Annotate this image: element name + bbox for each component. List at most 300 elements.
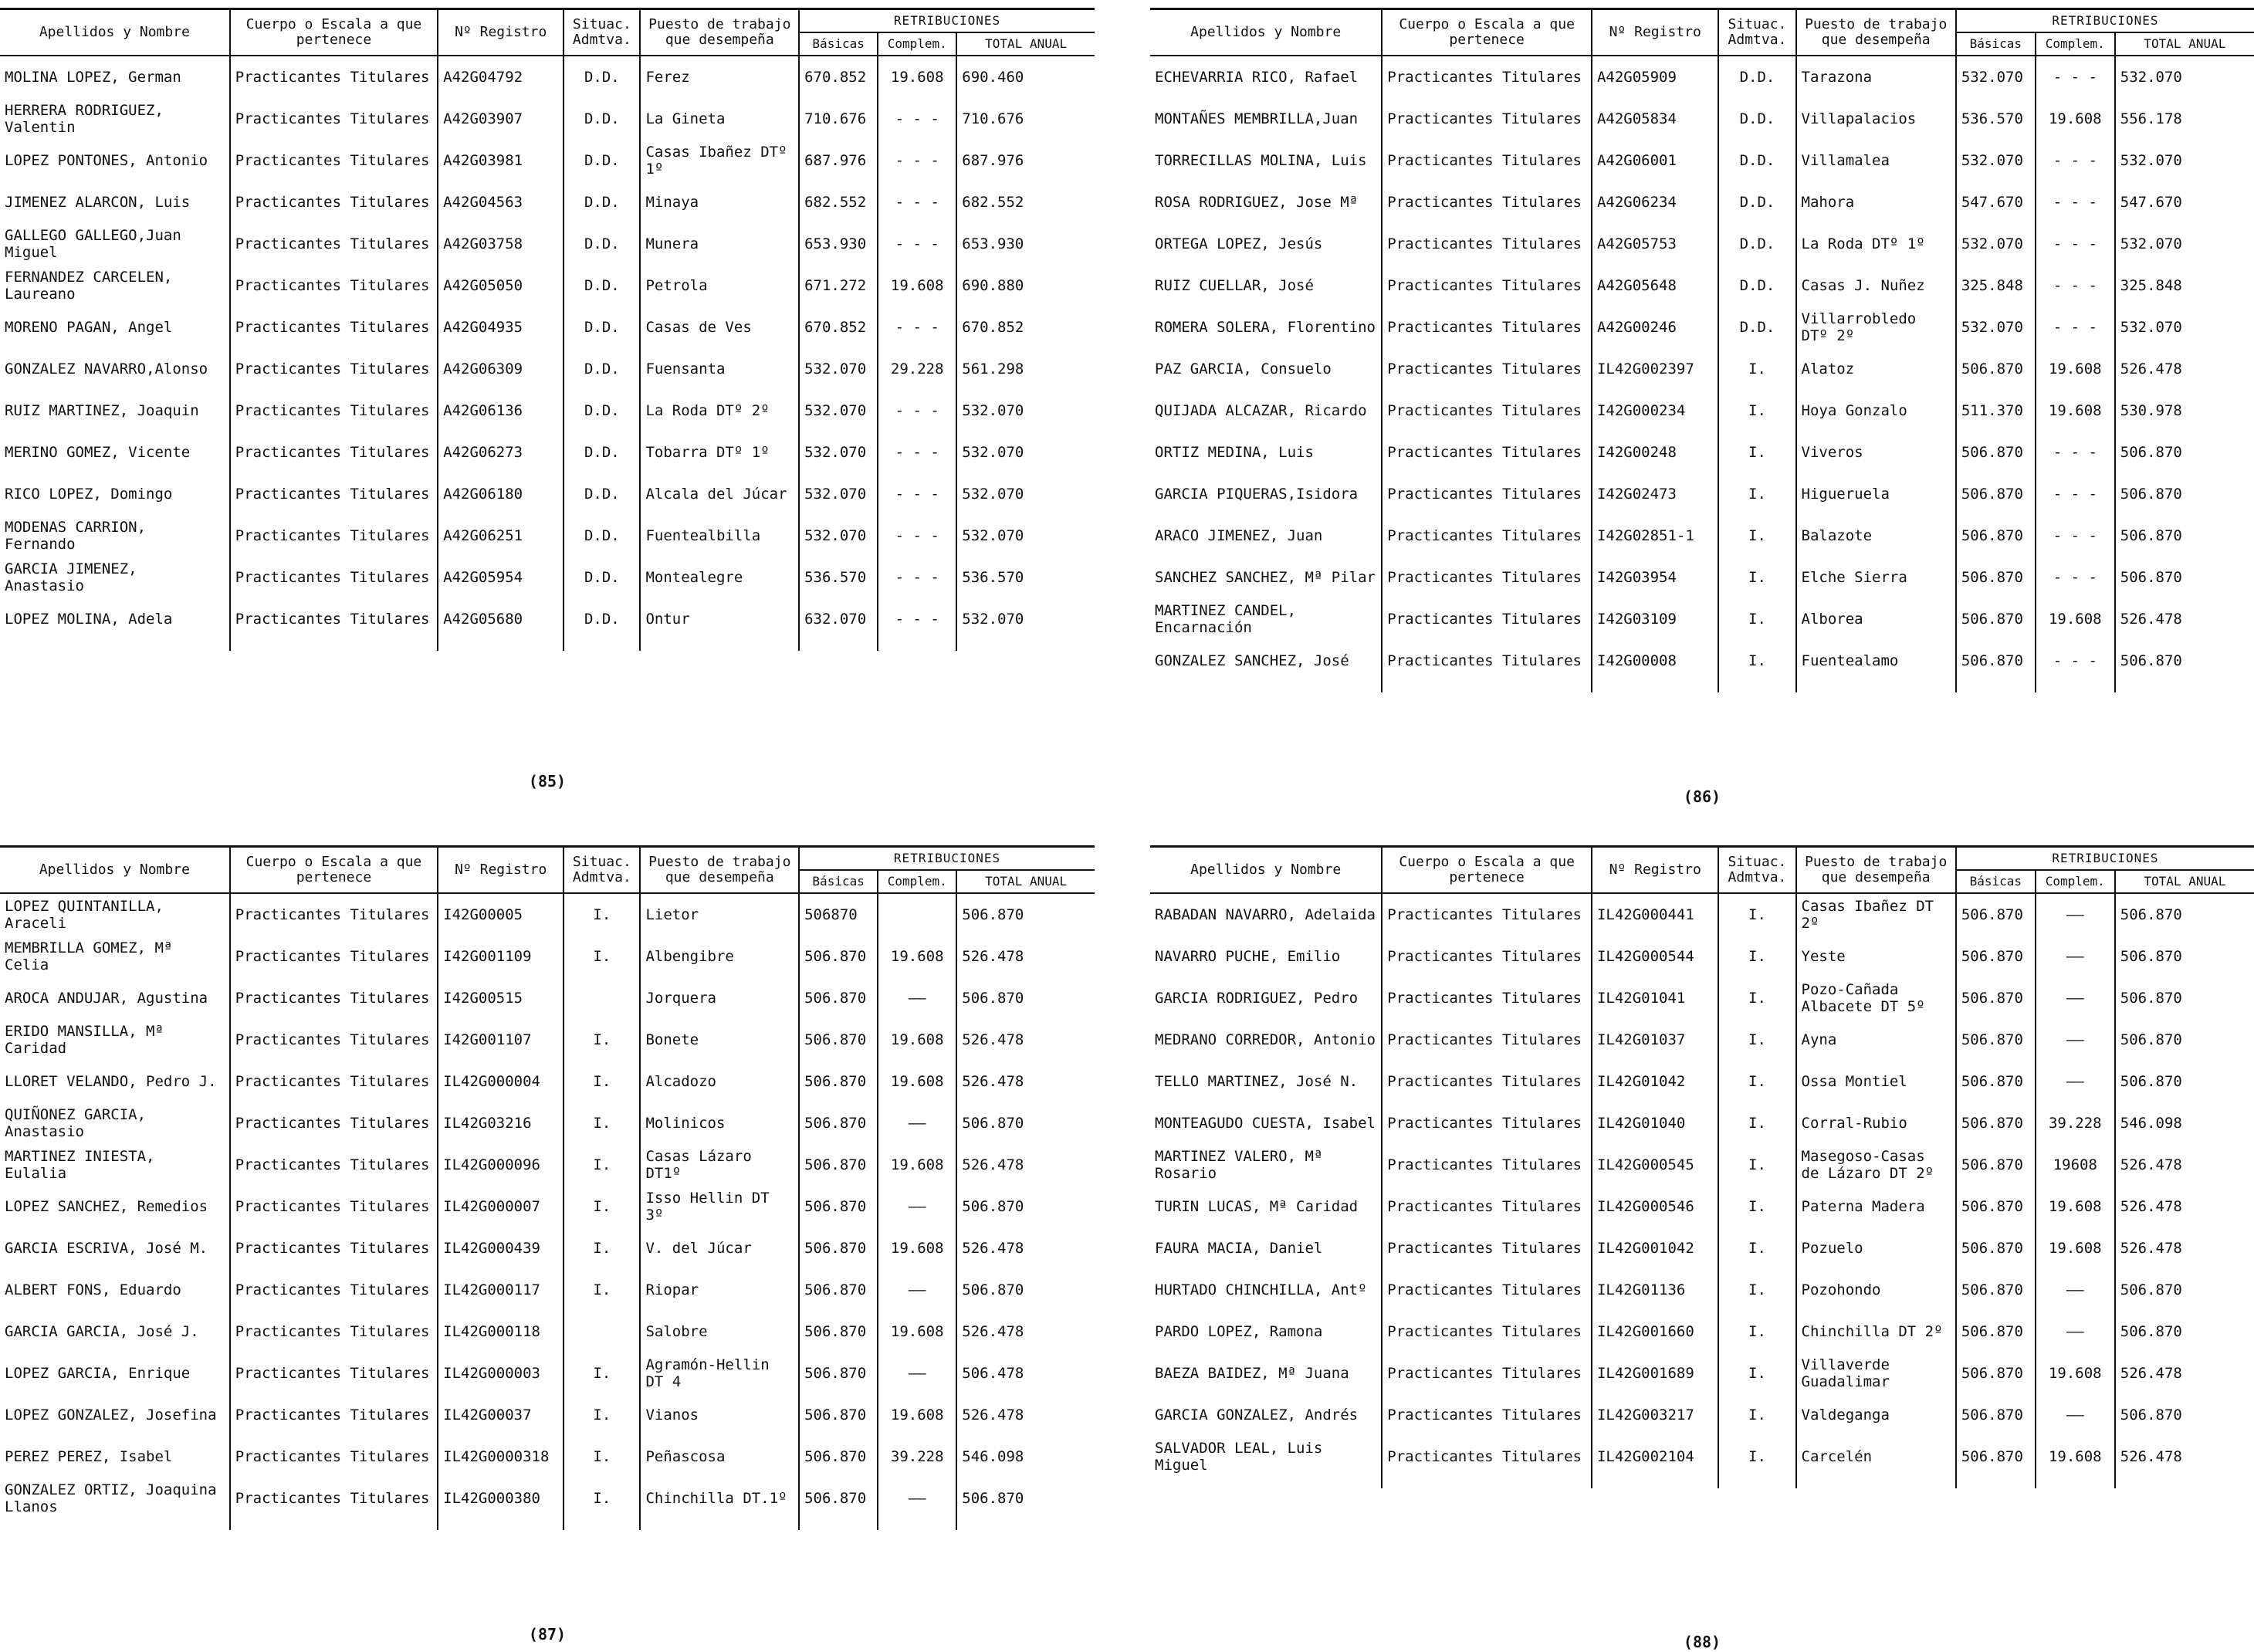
cell-puesto: Mahora [1796,181,1956,223]
cell-registro: IL42G000117 [438,1269,564,1311]
header-total: TOTAL ANUAL [2115,32,2254,56]
cell-cuerpo: Practicantes Titulares [1382,515,1592,557]
cell-name: SANCHEZ SANCHEZ, Mª Pilar [1155,569,1376,586]
cell-puesto: Balazote [1796,515,1956,557]
cell-cuerpo: Practicantes Titulares [1382,1394,1592,1436]
header-situacion: Situac. Admtva. [1718,847,1795,894]
table-row [1150,1394,2254,1436]
cell-puesto: Corral-Rubio [1796,1102,1956,1144]
page-number: (86) [1683,787,1721,806]
cell-complem: —— [2036,1019,2115,1061]
cell-name: GARCIA RODRIGUEZ, Pedro [1155,990,1359,1007]
cell-registro: A42G03981 [438,140,564,181]
cell-registro: IL42G000004 [438,1061,564,1102]
cell-name: LOPEZ QUINTANILLA, Araceli [5,898,164,932]
cell-cuerpo: Practicantes Titulares [230,1478,438,1530]
cell-registro: IL42G01037 [1592,1019,1718,1061]
table-row [1150,1269,2254,1311]
cell-total: 506.870 [2115,640,2254,692]
cell-basicas: 653.930 [799,223,878,265]
cell-basicas: 506.870 [1956,1019,2036,1061]
cell-name: MEDRANO CORREDOR, Antonio [1155,1031,1376,1048]
cell-puesto: Ayna [1796,1019,1956,1061]
header-cuerpo: Cuerpo o Escala a que pertenece [230,847,438,894]
cell-situacion: D.D. [564,181,640,223]
cell-registro: IL42G002397 [1592,348,1718,390]
cell-registro: A42G06136 [438,390,564,432]
cell-name: FERNANDEZ CARCELEN, Laureano [5,269,173,303]
cell-complem: —— [878,1269,956,1311]
cell-total: 690.460 [956,56,1095,98]
cell-basicas: 536.570 [799,557,878,598]
cell-puesto: V. del Júcar [640,1227,799,1269]
table-row [1150,1144,2254,1186]
cell-registro: IL42G000545 [1592,1144,1718,1186]
cell-cuerpo: Practicantes Titulares [230,977,438,1019]
cell-cuerpo: Practicantes Titulares [1382,1227,1592,1269]
cell-name: PEREZ PEREZ, Isabel [5,1448,173,1465]
cell-basicas: 682.552 [799,181,878,223]
table-row [0,306,1095,348]
cell-puesto: Paterna Madera [1796,1186,1956,1227]
header-registro: Nº Registro [438,847,564,894]
cell-puesto: Hoya Gonzalo [1796,390,1956,432]
header-retribuciones: RETRIBUCIONES [1956,847,2254,871]
cell-name: HURTADO CHINCHILLA, Antº [1155,1281,1367,1298]
cell-basicas: 506.870 [1956,473,2036,515]
cell-situacion: I. [564,1144,640,1186]
cell-total: 532.070 [2115,140,2254,181]
cell-cuerpo: Practicantes Titulares [230,1227,438,1269]
cell-basicas: 710.676 [799,98,878,140]
payroll-page-87 [0,845,1095,1648]
cell-basicas: 506.870 [799,1311,878,1352]
cell-complem: - - - [878,473,956,515]
cell-total: 506.870 [2115,977,2254,1019]
cell-name: GARCIA ESCRIVA, José M. [5,1240,208,1257]
cell-puesto: Chinchilla DT 2º [1796,1311,1956,1352]
cell-basicas: 532.070 [1956,223,2036,265]
table-row [0,348,1095,390]
cell-complem: - - - [2036,140,2115,181]
cell-total: 506.870 [2115,1394,2254,1436]
cell-name: GONZALEZ ORTIZ, Joaquina Llanos [5,1481,217,1515]
cell-registro: I42G03109 [1592,598,1718,640]
cell-registro: IL42G01040 [1592,1102,1718,1144]
cell-total: 526.478 [2115,348,2254,390]
cell-puesto: Molinicos [640,1102,799,1144]
cell-registro: IL42G000441 [1592,893,1718,936]
cell-complem: —— [2036,1061,2115,1102]
cell-total: 532.070 [956,515,1095,557]
cell-name: MEMBRILLA GOMEZ, Mª Celia [5,939,173,973]
cell-cuerpo: Practicantes Titulares [230,473,438,515]
cell-total: 526.478 [2115,1436,2254,1488]
cell-basicas: 632.070 [799,598,878,651]
cell-cuerpo: Practicantes Titulares [230,1144,438,1186]
cell-total: 532.070 [956,390,1095,432]
cell-situacion: D.D. [564,98,640,140]
cell-basicas: 532.070 [1956,306,2036,348]
cell-situacion: I. [564,1394,640,1436]
cell-puesto: Alborea [1796,598,1956,640]
cell-complem: - - - [2036,557,2115,598]
cell-total: 682.552 [956,181,1095,223]
cell-total: 506.870 [956,1186,1095,1227]
cell-cuerpo: Practicantes Titulares [1382,1352,1592,1394]
cell-total: 690.880 [956,265,1095,306]
cell-puesto: Jorquera [640,977,799,1019]
cell-registro: IL42G000096 [438,1144,564,1186]
table-row [1150,936,2254,977]
table-row [1150,1311,2254,1352]
cell-complem: - - - [878,306,956,348]
table-row [1150,140,2254,181]
cell-basicas: 532.070 [799,348,878,390]
cell-basicas: 506.870 [799,1061,878,1102]
header-name: Apellidos y Nombre [1150,9,1382,56]
cell-basicas: 532.070 [799,390,878,432]
cell-total: 546.098 [2115,1102,2254,1144]
cell-puesto: Tarazona [1796,56,1956,98]
header-complem: Complem. [878,870,956,893]
table-row [1150,390,2254,432]
cell-puesto: Casas Ibañez DTº 1º [640,140,799,181]
header-retribuciones: RETRIBUCIONES [799,9,1095,33]
cell-cuerpo: Practicantes Titulares [230,140,438,181]
cell-situacion [564,1311,640,1352]
cell-name: JIMENEZ ALARCON, Luis [5,194,191,211]
cell-total: 532.070 [2115,306,2254,348]
cell-total: 526.478 [956,1144,1095,1186]
cell-name: MOLINA LOPEZ, German [5,69,181,86]
cell-cuerpo: Practicantes Titulares [1382,640,1592,692]
cell-total: 506.870 [956,1478,1095,1530]
cell-situacion: I. [1718,1269,1795,1311]
cell-total: 526.478 [2115,1227,2254,1269]
cell-total: 532.070 [2115,56,2254,98]
cell-complem: —— [2036,936,2115,977]
table-row [0,893,1095,936]
cell-total: 532.070 [2115,223,2254,265]
cell-complem: —— [2036,1269,2115,1311]
cell-complem: 19.608 [878,265,956,306]
table-row [1150,1186,2254,1227]
cell-registro: A42G03758 [438,223,564,265]
table-row [1150,181,2254,223]
cell-basicas: 671.272 [799,265,878,306]
cell-situacion: D.D. [564,390,640,432]
table-row [1150,473,2254,515]
cell-complem: 19.608 [2036,348,2115,390]
cell-complem: - - - [2036,306,2115,348]
payroll-table [1150,8,2254,692]
cell-complem: - - - [878,390,956,432]
cell-complem: 19.608 [2036,1352,2115,1394]
cell-registro: A42G06180 [438,473,564,515]
cell-cuerpo: Practicantes Titulares [230,936,438,977]
cell-complem [878,893,956,936]
cell-registro: A42G06273 [438,432,564,473]
cell-situacion: I. [1718,1061,1795,1102]
cell-complem: 29.228 [878,348,956,390]
table-row [0,977,1095,1019]
cell-situacion: D.D. [564,557,640,598]
cell-situacion: I. [564,1352,640,1394]
cell-cuerpo: Practicantes Titulares [230,265,438,306]
table-row [0,1436,1095,1478]
cell-registro: IL42G000003 [438,1352,564,1394]
cell-complem: 19.608 [878,1394,956,1436]
cell-puesto: Vianos [640,1394,799,1436]
cell-situacion: I. [564,1102,640,1144]
payroll-page-86 [1150,8,2254,806]
cell-registro: A42G04792 [438,56,564,98]
cell-cuerpo: Practicantes Titulares [1382,140,1592,181]
cell-complem: 19608 [2036,1144,2115,1186]
cell-total: 506.870 [956,893,1095,936]
cell-name: PARDO LOPEZ, Ramona [1155,1323,1323,1340]
cell-puesto: Fuentealbilla [640,515,799,557]
cell-basicas: 547.670 [1956,181,2036,223]
cell-cuerpo: Practicantes Titulares [230,390,438,432]
payroll-table [0,845,1095,1530]
header-cuerpo: Cuerpo o Escala a que pertenece [1382,9,1592,56]
cell-name: PAZ GARCIA, Consuelo [1155,361,1332,377]
cell-total: 506.870 [2115,1019,2254,1061]
cell-basicas: 506.870 [1956,1436,2036,1488]
header-complem: Complem. [2036,870,2115,893]
cell-registro: A42G05834 [1592,98,1718,140]
cell-complem: 19.608 [2036,390,2115,432]
table-row [1150,1102,2254,1144]
cell-name: GONZALEZ SANCHEZ, José [1155,652,1349,669]
cell-registro: IL42G001660 [1592,1311,1718,1352]
cell-cuerpo: Practicantes Titulares [230,893,438,936]
cell-total: 506.870 [956,1102,1095,1144]
cell-complem: - - - [2036,432,2115,473]
cell-basicas: 506.870 [799,1227,878,1269]
cell-total: 506.870 [2115,1269,2254,1311]
cell-registro: IL42G01041 [1592,977,1718,1019]
cell-cuerpo: Practicantes Titulares [1382,348,1592,390]
cell-basicas: 506.870 [799,1019,878,1061]
cell-situacion: D.D. [564,223,640,265]
cell-registro: IL42G01136 [1592,1269,1718,1311]
table-row [0,598,1095,651]
cell-complem: - - - [878,598,956,651]
cell-cuerpo: Practicantes Titulares [230,1394,438,1436]
cell-basicas: 670.852 [799,306,878,348]
cell-registro: I42G00008 [1592,640,1718,692]
cell-complem: —— [2036,1311,2115,1352]
cell-total: 670.852 [956,306,1095,348]
table-row [1150,1019,2254,1061]
cell-situacion: D.D. [1718,223,1795,265]
cell-basicas: 506.870 [1956,1102,2036,1144]
cell-puesto: Carcelén [1796,1436,1956,1488]
cell-basicas: 506.870 [799,1478,878,1530]
cell-situacion: D.D. [564,432,640,473]
cell-name: LOPEZ SANCHEZ, Remedios [5,1198,208,1215]
cell-registro: A42G05954 [438,557,564,598]
cell-complem: —— [878,1186,956,1227]
cell-basicas: 506.870 [1956,515,2036,557]
header-name: Apellidos y Nombre [1150,847,1382,894]
cell-puesto: Montealegre [640,557,799,598]
cell-basicas: 506.870 [1956,1186,2036,1227]
header-cuerpo: Cuerpo o Escala a que pertenece [1382,847,1592,894]
cell-registro: I42G000234 [1592,390,1718,432]
cell-total: 506.870 [956,1269,1095,1311]
cell-basicas: 506.870 [1956,557,2036,598]
cell-complem: —— [878,1478,956,1530]
cell-total: 526.478 [2115,598,2254,640]
table-row [0,1144,1095,1186]
cell-puesto: Pozuelo [1796,1227,1956,1269]
cell-complem: —— [2036,1394,2115,1436]
cell-puesto: Petrola [640,265,799,306]
cell-total: 556.178 [2115,98,2254,140]
table-row [0,390,1095,432]
cell-cuerpo: Practicantes Titulares [230,557,438,598]
header-total: TOTAL ANUAL [956,32,1095,56]
cell-registro: A42G03907 [438,98,564,140]
cell-puesto: Minaya [640,181,799,223]
table-row [0,936,1095,977]
header-registro: Nº Registro [1592,9,1718,56]
cell-basicas: 536.570 [1956,98,2036,140]
cell-total: 526.478 [956,1227,1095,1269]
cell-situacion: D.D. [1718,265,1795,306]
cell-complem: - - - [2036,223,2115,265]
cell-registro: I42G00248 [1592,432,1718,473]
cell-puesto: Lietor [640,893,799,936]
cell-total: 561.298 [956,348,1095,390]
cell-cuerpo: Practicantes Titulares [230,1019,438,1061]
cell-total: 325.848 [2115,265,2254,306]
header-registro: Nº Registro [1592,847,1718,894]
cell-situacion: I. [564,1478,640,1530]
cell-total: 506.870 [2115,515,2254,557]
cell-puesto: Tobarra DTº 1º [640,432,799,473]
cell-puesto: Ossa Montiel [1796,1061,1956,1102]
cell-total: 526.478 [2115,1186,2254,1227]
cell-name: TELLO MARTINEZ, José N. [1155,1073,1359,1090]
cell-total: 536.570 [956,557,1095,598]
cell-situacion: D.D. [564,265,640,306]
cell-name: MONTEAGUDO CUESTA, Isabel [1155,1115,1376,1132]
cell-name: GARCIA GONZALEZ, Andrés [1155,1407,1359,1423]
cell-situacion: D.D. [564,515,640,557]
header-complem: Complem. [878,32,956,56]
header-puesto: Puesto de trabajo que desempeña [640,9,799,56]
cell-total: 532.070 [956,598,1095,651]
cell-cuerpo: Practicantes Titulares [1382,432,1592,473]
table-row [0,515,1095,557]
table-row [0,181,1095,223]
cell-total: 530.978 [2115,390,2254,432]
cell-puesto: Riopar [640,1269,799,1311]
cell-situacion: I. [564,1269,640,1311]
cell-name: AROCA ANDUJAR, Agustina [5,990,208,1007]
cell-cuerpo: Practicantes Titulares [230,1436,438,1478]
cell-basicas: 532.070 [799,515,878,557]
table-row [0,98,1095,140]
header-cuerpo: Cuerpo o Escala a que pertenece [230,9,438,56]
cell-basicas: 506.870 [1956,1061,2036,1102]
cell-registro: IL42G000439 [438,1227,564,1269]
cell-complem: 39.228 [878,1436,956,1478]
table-row [0,56,1095,98]
payroll-page-88 [1150,845,2254,1651]
cell-registro: IL42G001042 [1592,1227,1718,1269]
cell-name: RICO LOPEZ, Domingo [5,486,173,503]
cell-situacion: I. [564,893,640,936]
cell-name: LOPEZ GARCIA, Enrique [5,1365,191,1382]
cell-total: 526.478 [2115,1144,2254,1186]
cell-cuerpo: Practicantes Titulares [1382,181,1592,223]
payroll-table [1150,845,2254,1488]
cell-name: ROSA RODRIGUEZ, Jose Mª [1155,194,1359,211]
cell-total: 526.478 [2115,1352,2254,1394]
cell-situacion: D.D. [564,598,640,651]
cell-total: 506.870 [2115,557,2254,598]
cell-basicas: 506870 [799,893,878,936]
cell-basicas: 506.870 [1956,348,2036,390]
cell-situacion: I. [1718,1019,1795,1061]
cell-name: RUIZ CUELLAR, José [1155,277,1314,294]
cell-basicas: 506.870 [1956,1144,2036,1186]
table-row [0,1186,1095,1227]
table-row [1150,1061,2254,1102]
header-registro: Nº Registro [438,9,564,56]
table-row [0,1227,1095,1269]
header-retribuciones: RETRIBUCIONES [799,847,1095,871]
cell-cuerpo: Practicantes Titulares [1382,1311,1592,1352]
cell-basicas: 506.870 [799,1352,878,1394]
cell-name: HERRERA RODRIGUEZ, Valentin [5,102,164,136]
cell-cuerpo: Practicantes Titulares [1382,306,1592,348]
cell-complem: - - - [878,181,956,223]
cell-basicas: 506.870 [799,936,878,977]
cell-total: 526.478 [956,1061,1095,1102]
cell-name: MERINO GOMEZ, Vicente [5,444,191,461]
cell-puesto: Pozohondo [1796,1269,1956,1311]
cell-puesto: Villarrobledo DTº 2º [1796,306,1956,348]
cell-cuerpo: Practicantes Titulares [230,1186,438,1227]
page-number: (85) [528,772,567,790]
cell-registro: A42G05909 [1592,56,1718,98]
cell-situacion: D.D. [564,306,640,348]
cell-complem: - - - [2036,265,2115,306]
cell-name: ORTEGA LOPEZ, Jesús [1155,235,1323,252]
cell-basicas: 506.870 [799,1144,878,1186]
cell-registro: I42G00515 [438,977,564,1019]
cell-name: TURIN LUCAS, Mª Caridad [1155,1198,1359,1215]
cell-name: RABADAN NAVARRO, Adelaida [1155,906,1376,923]
payroll-table [0,8,1095,651]
cell-registro: A42G06251 [438,515,564,557]
cell-basicas: 687.976 [799,140,878,181]
cell-name: MONTAÑES MEMBRILLA,Juan [1155,110,1359,127]
cell-cuerpo: Practicantes Titulares [230,432,438,473]
cell-total: 546.098 [956,1436,1095,1478]
cell-complem: 19.608 [878,1019,956,1061]
cell-cuerpo: Practicantes Titulares [1382,893,1592,936]
cell-basicas: 506.870 [1956,432,2036,473]
cell-name: LOPEZ PONTONES, Antonio [5,152,208,169]
